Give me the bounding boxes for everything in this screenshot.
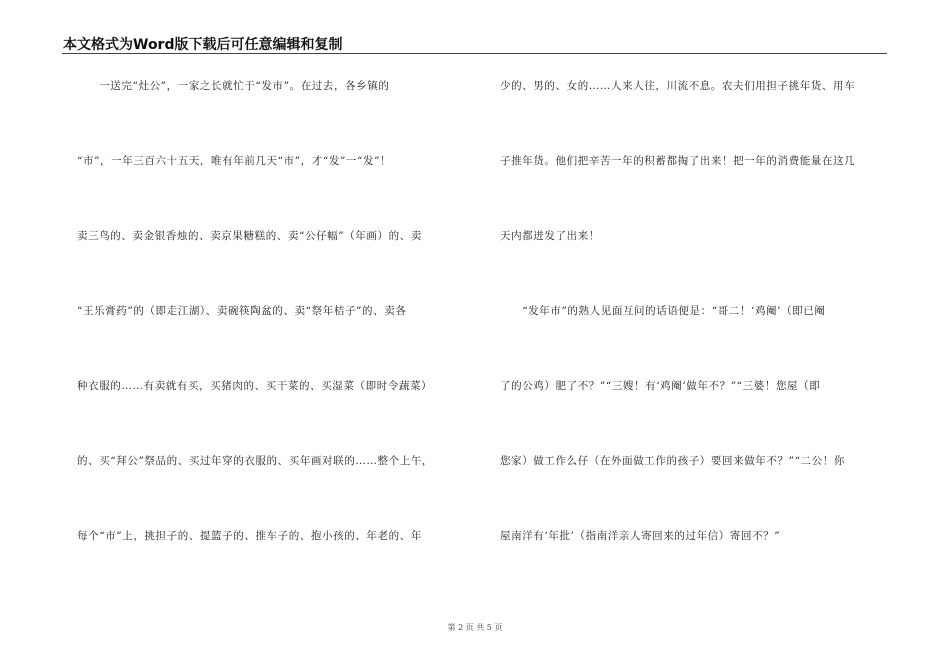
text-line: 天内都迸发了出来！ — [500, 230, 600, 242]
text-line: 的、买“拜公”祭品的、买过年穿的衣服的、买年画对联的……整个上午， — [77, 455, 434, 467]
document-header-title: 本文格式为Word版下载后可任意编辑和复制 — [63, 37, 343, 53]
text-line: 了的公鸡）肥了不？”“三嫂！有‘鸡阉’做年不？”“三婆！您屋（即 — [500, 380, 821, 392]
text-line: 种衣服的……有卖就有买，买猪肉的、买干菜的、买湿菜（即时令蔬菜） — [77, 380, 433, 392]
text-line: 子推年货。他们把辛苦一年的积蓄都掏了出来！把一年的消费能量在这几 — [500, 155, 856, 167]
right-text-column — [500, 0, 890, 620]
text-line: 您家）做工作么仔（在外面做工作的孩子）要回来做年不？”“二公！你 — [500, 455, 845, 467]
text-line: “发年市”的熟人见面互问的话语便是：“哥二！‘鸡阉’（即已阉 — [500, 305, 826, 317]
left-text-column — [77, 0, 467, 620]
text-line: 屋南洋有‘年批’（指南洋亲人寄回来的过年信）寄回不？” — [500, 530, 781, 542]
text-line: 每个“市”上，挑担子的、提篮子的、推车子的、抱小孩的、年老的、年 — [77, 530, 422, 542]
text-line: 卖三鸟的、卖金银香烛的、卖京果糖糕的、卖“公仔幅”（年画）的、卖 — [77, 230, 422, 242]
page-number-footer: 第 2 页 共 5 页 — [447, 623, 503, 632]
text-line: 一送完“灶公”，一家之长就忙于“发市”。在过去，各乡镇的 — [77, 80, 390, 92]
text-line: “王乐膏药”的（即走江湖）、卖碗筷陶盆的、卖“祭年桔子”的、卖各 — [77, 305, 407, 317]
text-line: “市”，一年三百六十五天，唯有年前几天“市”，才“发”一“发”！ — [77, 155, 392, 167]
text-line: 少的、男的、女的……人来人往，川流不息。农夫们用担子挑年货、用车 — [500, 80, 856, 92]
